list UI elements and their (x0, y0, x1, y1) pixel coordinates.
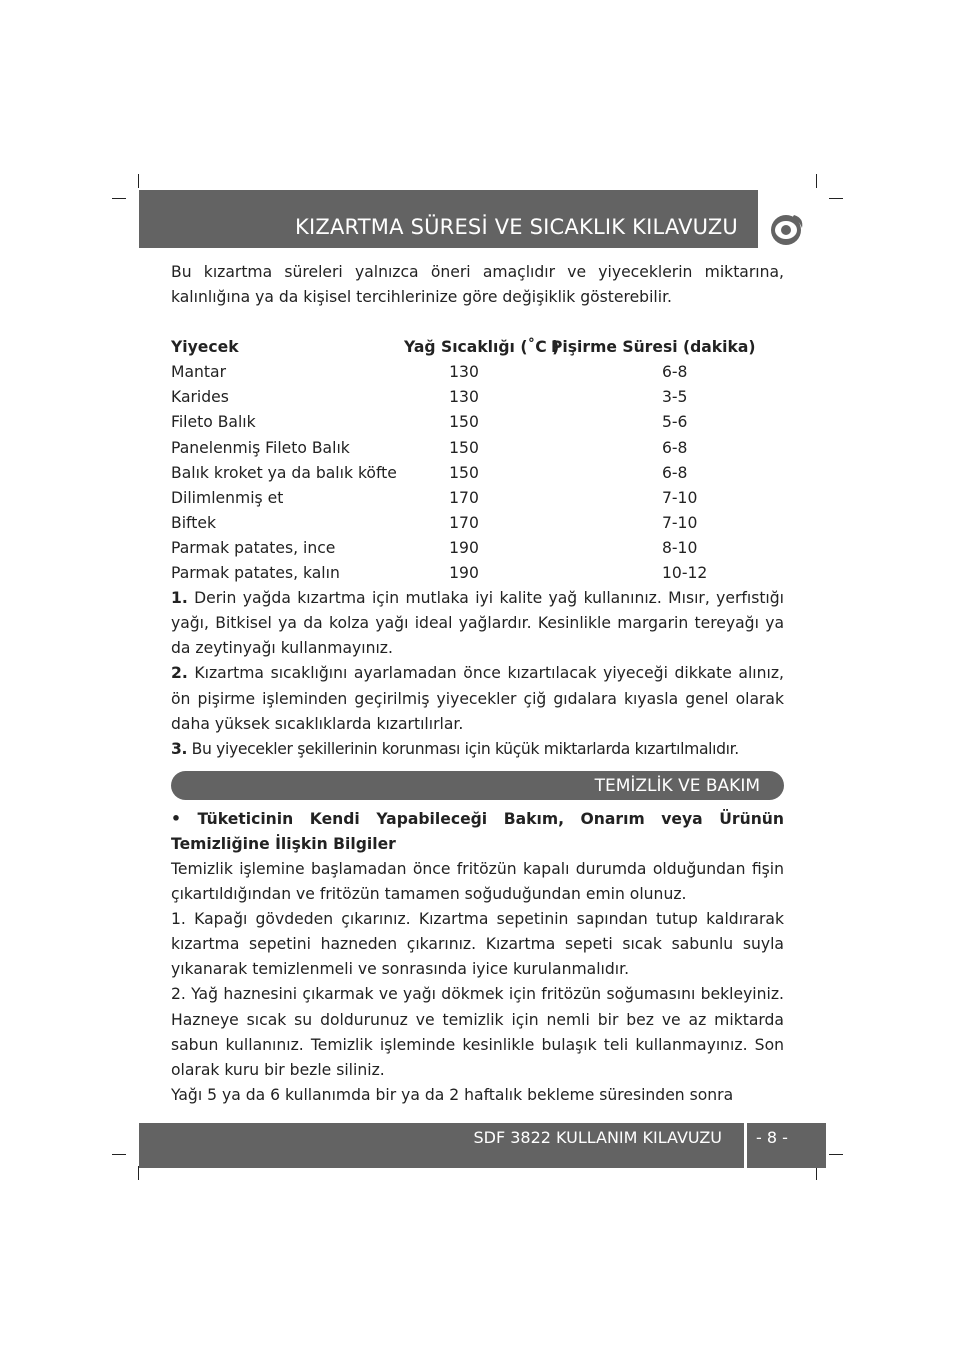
table-row (171, 436, 784, 461)
table-cell: 5-6 (662, 413, 688, 432)
table-row (171, 461, 784, 486)
table-cell: 150 (449, 413, 479, 432)
intro-paragraph: Bu kızartma süreleri yalnızca öneri amaçlıdır ve yiyeceklerin miktarına, kalınlığına ya da kişisel tercihlerinize göre değişiklik gösterebilir. (171, 263, 784, 307)
crop-mark (816, 1166, 817, 1180)
section-title: TEMİZLİK VE BAKIM (594, 775, 760, 796)
table-cell: Parmak patates, kalın (171, 564, 340, 583)
table-cell: Balık kroket ya da balık köfte (171, 463, 397, 482)
table-cell: 3-5 (662, 388, 688, 407)
crop-mark (112, 1154, 126, 1155)
table-cell: Panelenmiş Fileto Balık (171, 438, 350, 457)
table-header: Pişirme Süresi (dakika) (551, 338, 756, 357)
table-cell: 130 (449, 388, 479, 407)
table-header: Yiyecek (171, 338, 239, 357)
footer-bar (139, 1123, 826, 1168)
page-title: KIZARTMA SÜRESİ VE SICAKLIK KILAVUZU (295, 215, 738, 239)
table-cell: 7-10 (662, 513, 698, 532)
page-content (171, 260, 784, 1108)
cleaning-paragraph: 2. Yağ haznesini çıkarmak ve yağı dökmek için fritözün soğumasını bekleyiniz. Hazneye sıcak su doldurunuz ve temizlik için nemli bir bez ve az miktarda sabun kullanınız. Temizlik işleminde kesinlikle bulaşık teli kullanmayınız. Son olarak kuru bir bezle siliniz. (171, 985, 784, 1079)
note-text: Kızartma sıcaklığını ayarlamadan önce kızartılacak yiyeceği dikkate alınız, ön pişirme işleminden geçirilmiş yiyecekler çiğ gıdalara kıyasla genel olarak daha yüksek sıcaklıklarda kızartılırlar. (171, 664, 784, 733)
table-cell: 170 (449, 488, 479, 507)
title-bar (139, 190, 758, 248)
table-header: Yağ Sıcaklığı (˚C ) (404, 338, 560, 357)
table-row (171, 486, 784, 511)
table-cell: 150 (449, 463, 479, 482)
note-number: 3. (171, 739, 188, 758)
table-cell: Mantar (171, 363, 226, 382)
note-text: Bu yiyecekler şekillerinin korunması için küçük miktarlarda kızartılmalıdır. (187, 739, 739, 758)
table-cell: 150 (449, 438, 479, 457)
page-number: - 8 - (756, 1128, 788, 1147)
crop-mark (816, 174, 817, 188)
section-heading-bar (171, 771, 784, 800)
table-cell: Parmak patates, ince (171, 538, 336, 557)
crop-mark (829, 1154, 843, 1155)
table-cell: Fileto Balık (171, 413, 256, 432)
note-1 (171, 586, 784, 661)
brand-logo-icon (768, 210, 806, 248)
table-header-row (171, 335, 784, 360)
table-cell: 8-10 (662, 538, 698, 557)
table-cell: 170 (449, 513, 479, 532)
cleaning-paragraph: 1. Kapağı gövdeden çıkarınız. Kızartma sepetinin sapından tutup kaldırarak kızartma sepetini hazneden çıkarınız. Kızartma sepeti sıcak sabunlu suyla yıkanarak temizlenmeli ve sonrasında iyice kurulanmalıdır. (171, 910, 784, 979)
frying-table (171, 335, 784, 586)
crop-mark (138, 174, 139, 188)
crop-mark (829, 198, 843, 199)
table-row (171, 360, 784, 385)
table-cell: 10-12 (662, 564, 708, 583)
table-cell: 6-8 (662, 363, 688, 382)
note-number: 1. (171, 589, 188, 608)
table-cell: 130 (449, 363, 479, 382)
cleaning-paragraph: Yağı 5 ya da 6 kullanımda bir ya da 2 haftalık bekleme süresinden sonra (171, 1085, 734, 1104)
crop-mark (112, 198, 126, 199)
note-3 (171, 737, 784, 762)
table-row (171, 385, 784, 410)
crop-mark (138, 1166, 139, 1180)
table-cell: 190 (449, 564, 479, 583)
footer-divider (744, 1123, 747, 1168)
cleaning-paragraph: Temizlik işlemine başlamadan önce fritözün kapalı durumda olduğundan fişin çıkartıldığından ve fritözün tamamen soğuduğundan emin olunuz. (171, 859, 784, 904)
table-cell: 190 (449, 538, 479, 557)
note-number: 2. (171, 664, 188, 683)
table-cell: 6-8 (662, 438, 688, 457)
section-subheading: • Tüketicinin Kendi Yapabileceği Bakım, Onarım veya Ürünün Temizliğine İlişkin Bilgiler (171, 809, 784, 853)
footer-title: SDF 3822 KULLANIM KILAVUZU (473, 1128, 722, 1147)
table-row (171, 536, 784, 561)
table-row (171, 410, 784, 435)
note-text: Derin yağda kızartma için mutlaka iyi kalite yağ kullanınız. Mısır, yerfıstığı yağı, Bitkisel ya da kolza yağı ideal yağlardır. Kesinlikle margarin tereyağı ya da zeytinyağı kullanmayınız. (171, 589, 784, 658)
table-cell: Biftek (171, 513, 216, 532)
table-cell: 6-8 (662, 463, 688, 482)
table-row (171, 511, 784, 536)
table-row (171, 561, 784, 586)
table-cell: Dilimlenmiş et (171, 488, 284, 507)
table-cell: 7-10 (662, 488, 698, 507)
table-cell: Karides (171, 388, 229, 407)
note-2 (171, 661, 784, 736)
